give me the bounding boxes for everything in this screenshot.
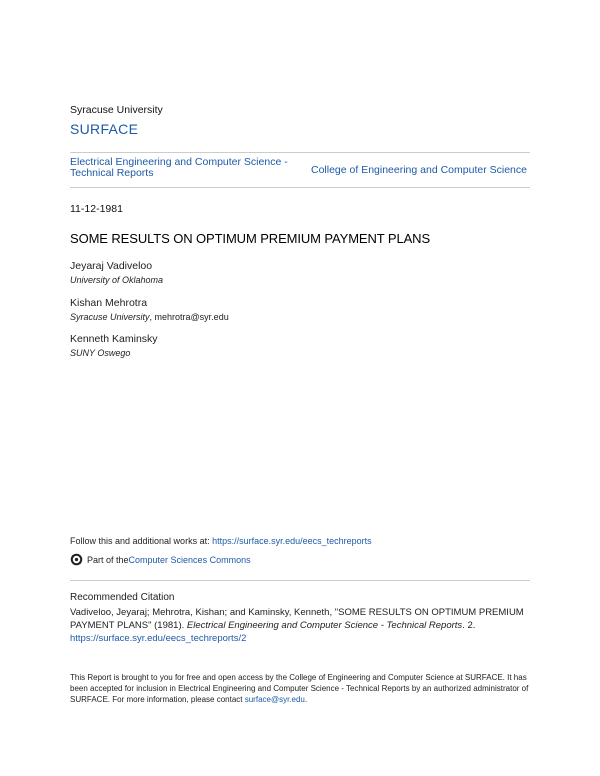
author-name: Kishan Mehrotra — [70, 297, 148, 309]
author-email: , mehrotra@syr.edu — [149, 312, 229, 322]
citation-heading: Recommended Citation — [70, 592, 175, 603]
follow-url-link[interactable]: https://surface.syr.edu/eecs_techreports — [212, 536, 372, 546]
author-block — [70, 297, 229, 322]
network-icon — [70, 553, 83, 566]
part-of-line: Part of the Computer Sciences Commons — [70, 553, 251, 566]
citation-url-link[interactable]: https://surface.syr.edu/eecs_techreports/2 — [70, 633, 247, 644]
access-statement: This Report is brought to you for free and open access by the College of Engineering and Computer Science at SURFACE. It has been accepted for inclusion in Electrical Engineering and Computer Science - Technical Reports by an authorized administrator of SURFACE. For more information, please contact surface@syr.edu. — [70, 673, 529, 704]
author-affiliation: University of Oklahoma — [70, 275, 164, 285]
surface-logo-link[interactable]: SURFACE — [70, 121, 139, 137]
author-affiliation: Syracuse University, mehrotra@syr.edu — [70, 312, 229, 322]
university-name: Syracuse University — [70, 104, 163, 116]
paper-title: SOME RESULTS ON OPTIMUM PREMIUM PAYMENT PLANS — [70, 231, 431, 246]
publication-date: 11-12-1981 — [70, 203, 123, 215]
collection-divider — [70, 187, 530, 188]
citation-divider — [70, 580, 530, 581]
follow-line: Follow this and additional works at: https://surface.syr.edu/eecs_techreports — [70, 536, 372, 546]
citation-text: Vadiveloo, Jeyaraj; Mehrotra, Kishan; and Kaminsky, Kenneth, "SOME RESULTS ON OPTIMUM PREMIUM PAYMENT PLANS" (1981). Electrical Engineering and Computer Science - Technical Reports. 2. https://surface.syr.edu/eecs_techreports/2 — [70, 607, 524, 644]
series-link[interactable]: Electrical Engineering and Computer Science - Technical Reports — [70, 156, 288, 179]
college-link[interactable]: College of Engineering and Computer Science — [311, 164, 527, 176]
author-block — [70, 260, 163, 285]
author-block — [70, 333, 158, 358]
author-affiliation: SUNY Oswego — [70, 348, 131, 358]
author-name: Kenneth Kaminsky — [70, 333, 158, 345]
top-divider — [70, 152, 530, 153]
author-name: Jeyaraj Vadiveloo — [70, 260, 153, 272]
computer-sciences-commons-link[interactable]: Computer Sciences Commons — [128, 554, 251, 565]
contact-email-link[interactable]: surface@syr.edu — [244, 695, 305, 704]
